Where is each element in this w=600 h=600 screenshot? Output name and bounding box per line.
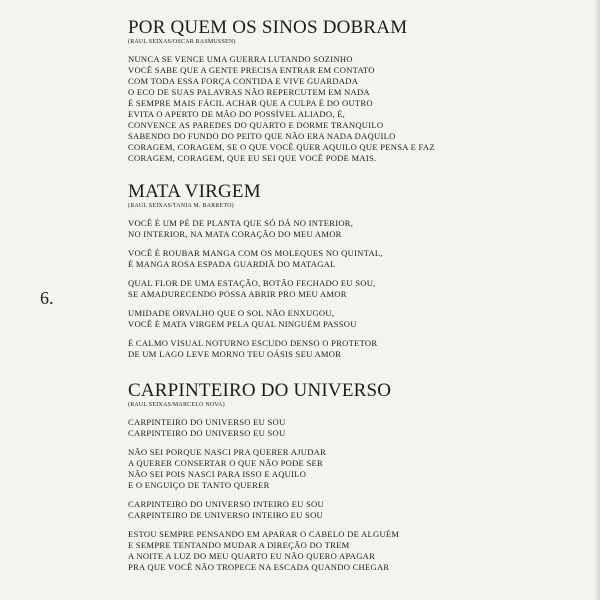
- lyric-line: NO INTERIOR, NA MATA CORAÇÃO DO MEU AMOR: [128, 229, 342, 239]
- lyric-line: E O ENGUIÇO DE TANTO QUERER: [128, 480, 270, 490]
- stanza: [128, 54, 568, 164]
- song-lyrics: [128, 54, 568, 164]
- lyric-line: CARPINTEIRO DO UNIVERSO EU SOU: [128, 417, 286, 427]
- lyric-line: DE UM LAGO LEVE MORNO TEU OÁSIS SEU AMOR: [128, 349, 342, 359]
- song-credits: (RAUL SEIXAS/OSCAR RASMUSSEN): [128, 39, 236, 45]
- lyric-line: ESTOU SEMPRE PENSANDO EM APARAR O CABELO DE ALGUÉM: [128, 529, 400, 539]
- stanza: [128, 529, 568, 573]
- lyric-line: A NOITE A LUZ DO MEU QUARTO EU NÃO QUERO APAGAR: [128, 551, 376, 561]
- lyric-line: É SEMPRE MAIS FÁCIL ACHAR QUE A CULPA É DO OUTRO: [128, 98, 373, 108]
- page-edge-shadow: [594, 0, 600, 600]
- lyric-line: SABENDO DO FUNDO DO PEITO QUE NÃO ERA NADA DAQUILO: [128, 131, 396, 141]
- lyric-line: CONVENCE AS PAREDES DO QUARTO E DORME TRANQUILO: [128, 120, 384, 130]
- lyric-line: VOCÊ SABE QUE A GENTE PRECISA ENTRAR EM CONTATO: [128, 65, 375, 75]
- lyric-line: É CALMO VISUAL NOTURNO ESCUDO DENSO O PROTETOR: [128, 338, 378, 348]
- lyric-line: UMIDADE ORVALHO QUE O SOL NÃO ENXUGOU,: [128, 308, 335, 318]
- lyric-line: QUAL FLOR DE UMA ESTAÇÃO, BOTÃO FECHADO EU SOU,: [128, 278, 376, 288]
- song-credits: (RAUL SEIXAS/TANIA M. BARRETO): [128, 203, 234, 209]
- stanza: [128, 447, 568, 491]
- page-number: 6.: [40, 288, 54, 308]
- lyric-line: SE AMADURECENDO POSSA ABRIR PRO MEU AMOR: [128, 289, 347, 299]
- lyric-line: PRA QUE VOCÊ NÃO TROPECE NA ESCADA QUANDO CHEGAR: [128, 562, 390, 572]
- stanza: [128, 308, 568, 330]
- lyric-line: VOCÊ É ROUBAR MANGA COM OS MOLEQUES NO QUINTAL,: [128, 248, 383, 258]
- lyric-line: E SEMPRE TENTANDO MUDAR A DIREÇÃO DO TREM: [128, 540, 350, 550]
- lyric-line: VOCÊ É UM PÉ DE PLANTA QUE SÓ DÁ NO INTERIOR,: [128, 218, 354, 228]
- lyric-line: CARPINTEIRO DE UNIVERSO INTEIRO EU SOU: [128, 510, 323, 520]
- lyric-line: É MANGA ROSA ESPADA GUARDIÃ DO MATAGAL: [128, 259, 336, 269]
- song-title: POR QUEM OS SINOS DOBRAM: [128, 17, 408, 38]
- lyric-line: NUNCA SE VENCE UMA GUERRA LUTANDO SOZINHO: [128, 54, 353, 64]
- lyric-line: CARPINTEIRO DO UNIVERSO EU SOU: [128, 428, 286, 438]
- stanza: [128, 278, 568, 300]
- stanza: [128, 338, 568, 360]
- song-credits: (RAUL SEIXAS/MARCELO NOVA): [128, 402, 225, 408]
- lyric-line: CARPINTEIRO DO UNIVERSO INTEIRO EU SOU: [128, 499, 324, 509]
- lyric-line: VOCÊ É MATA VIRGEM PELA QUAL NINGUÉM PASSOU: [128, 319, 357, 329]
- lyric-line: EVITA O APERTO DE MÃO DO POSSÍVEL ALIADO, É,: [128, 109, 346, 119]
- lyric-line: A QUERER CONSERTAR O QUE NÃO PODE SER: [128, 458, 323, 468]
- stanza: [128, 499, 568, 521]
- song-lyrics: [128, 417, 568, 573]
- stanza: [128, 417, 568, 439]
- song-lyrics: [128, 218, 568, 360]
- song-title: MATA VIRGEM: [128, 181, 261, 202]
- lyric-line: NÃO SEI PORQUE NASCI PRA QUERER AJUDAR: [128, 447, 327, 457]
- lyric-line: CORAGEM, CORAGEM, QUE EU SEI QUE VOCÊ PODE MAIS.: [128, 153, 377, 163]
- lyric-line: NÃO SEI POIS NASCI PARA ISSO E AQUILO: [128, 469, 307, 479]
- stanza: [128, 218, 568, 240]
- song-3: [128, 381, 568, 581]
- stanza: [128, 248, 568, 270]
- song-1: [128, 18, 568, 172]
- lyric-line: COM TODA ESSA FORÇA CONTIDA E VIVE GUARDADA: [128, 76, 359, 86]
- song-title: CARPINTEIRO DO UNIVERSO: [128, 380, 392, 401]
- song-2: [128, 182, 568, 368]
- lyric-line: O ECO DE SUAS PALAVRAS NÃO REPERCUTEM EM NADA: [128, 87, 370, 97]
- lyric-line: CORAGEM, CORAGEM, SE O QUE VOCÊ QUER AQUILO QUE PENSA E FAZ: [128, 142, 435, 152]
